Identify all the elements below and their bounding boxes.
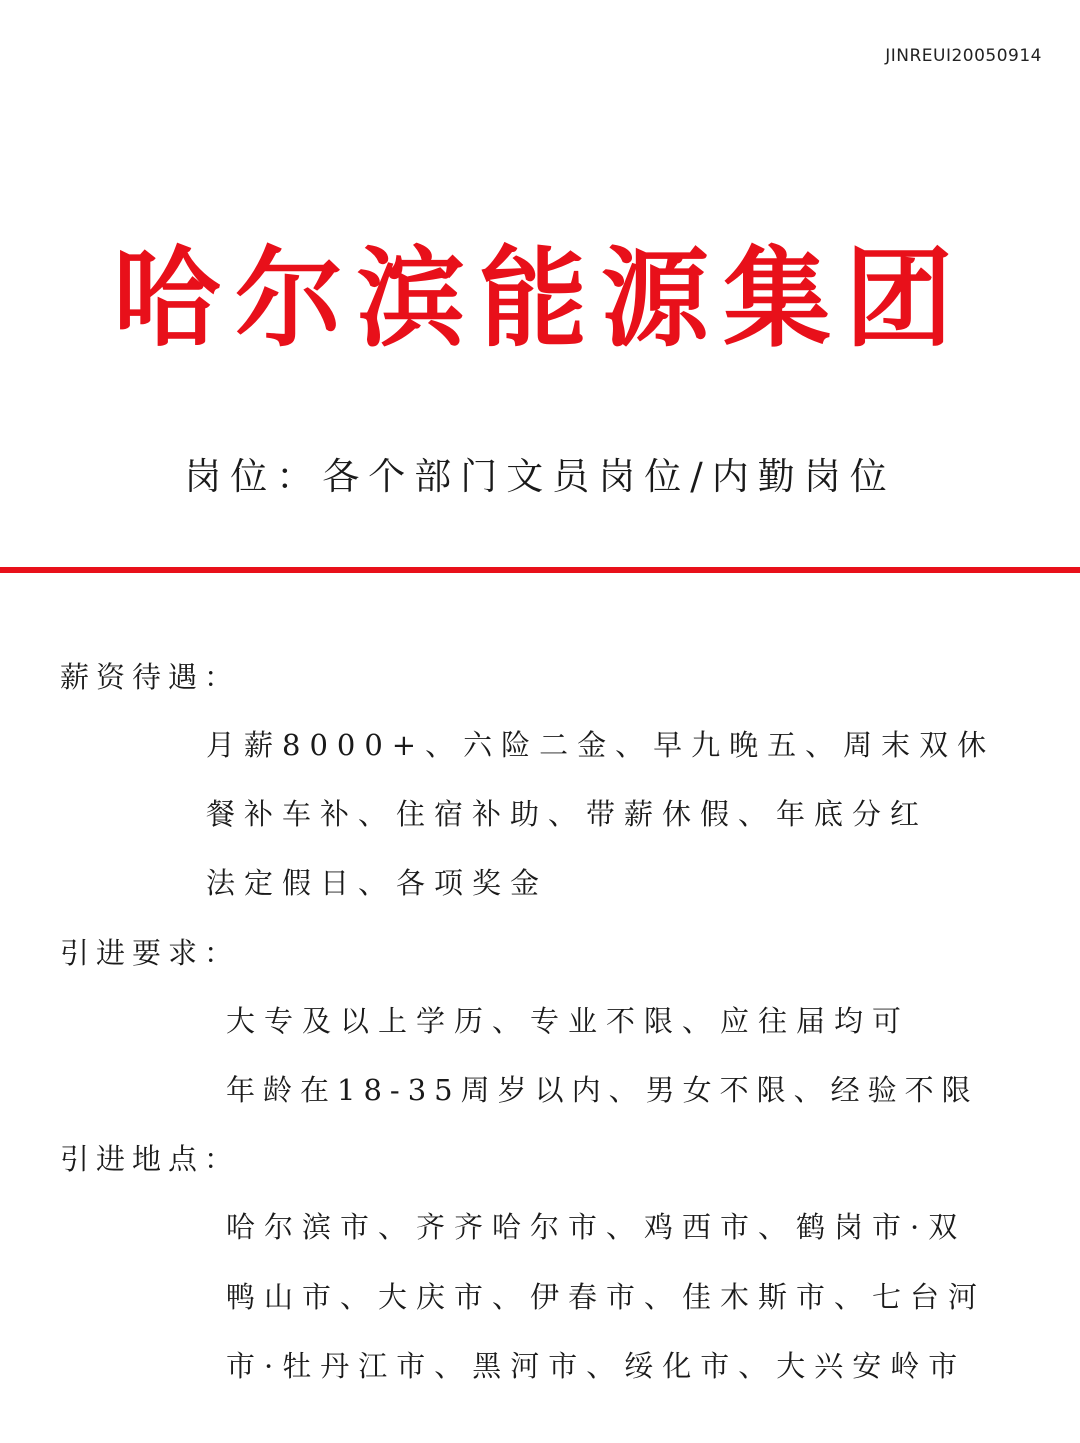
locations-line: 哈尔滨市、齐齐哈尔市、鸡西市、鹤岗市·双: [226, 1210, 967, 1244]
locations-line: 鸭山市、大庆市、伊春市、佳木斯市、七台河: [226, 1280, 987, 1314]
document-code: JINREUI20050914: [885, 46, 1042, 66]
page-title: 哈尔滨能源集团: [112, 236, 967, 362]
salary-line: 月薪8000+、六险二金、早九晚五、周末双休: [206, 728, 996, 762]
locations-heading: 引进地点：: [60, 1142, 241, 1176]
salary-line: 餐补车补、住宿补助、带薪休假、年底分红: [206, 797, 929, 831]
requirements-line: 年龄在18-35周岁以内、男女不限、经验不限: [226, 1073, 979, 1107]
salary-line: 法定假日、各项奖金: [206, 866, 549, 900]
requirements-line: 大专及以上学历、专业不限、应往届均可: [226, 1004, 911, 1038]
position-subtitle: 岗位：各个部门文员岗位/内勤岗位: [184, 455, 896, 498]
red-divider: [0, 567, 1080, 573]
requirements-heading: 引进要求：: [60, 936, 241, 970]
salary-heading: 薪资待遇：: [60, 660, 241, 694]
locations-line: 市·牡丹江市、黑河市、绥化市、大兴安岭市: [226, 1349, 967, 1383]
